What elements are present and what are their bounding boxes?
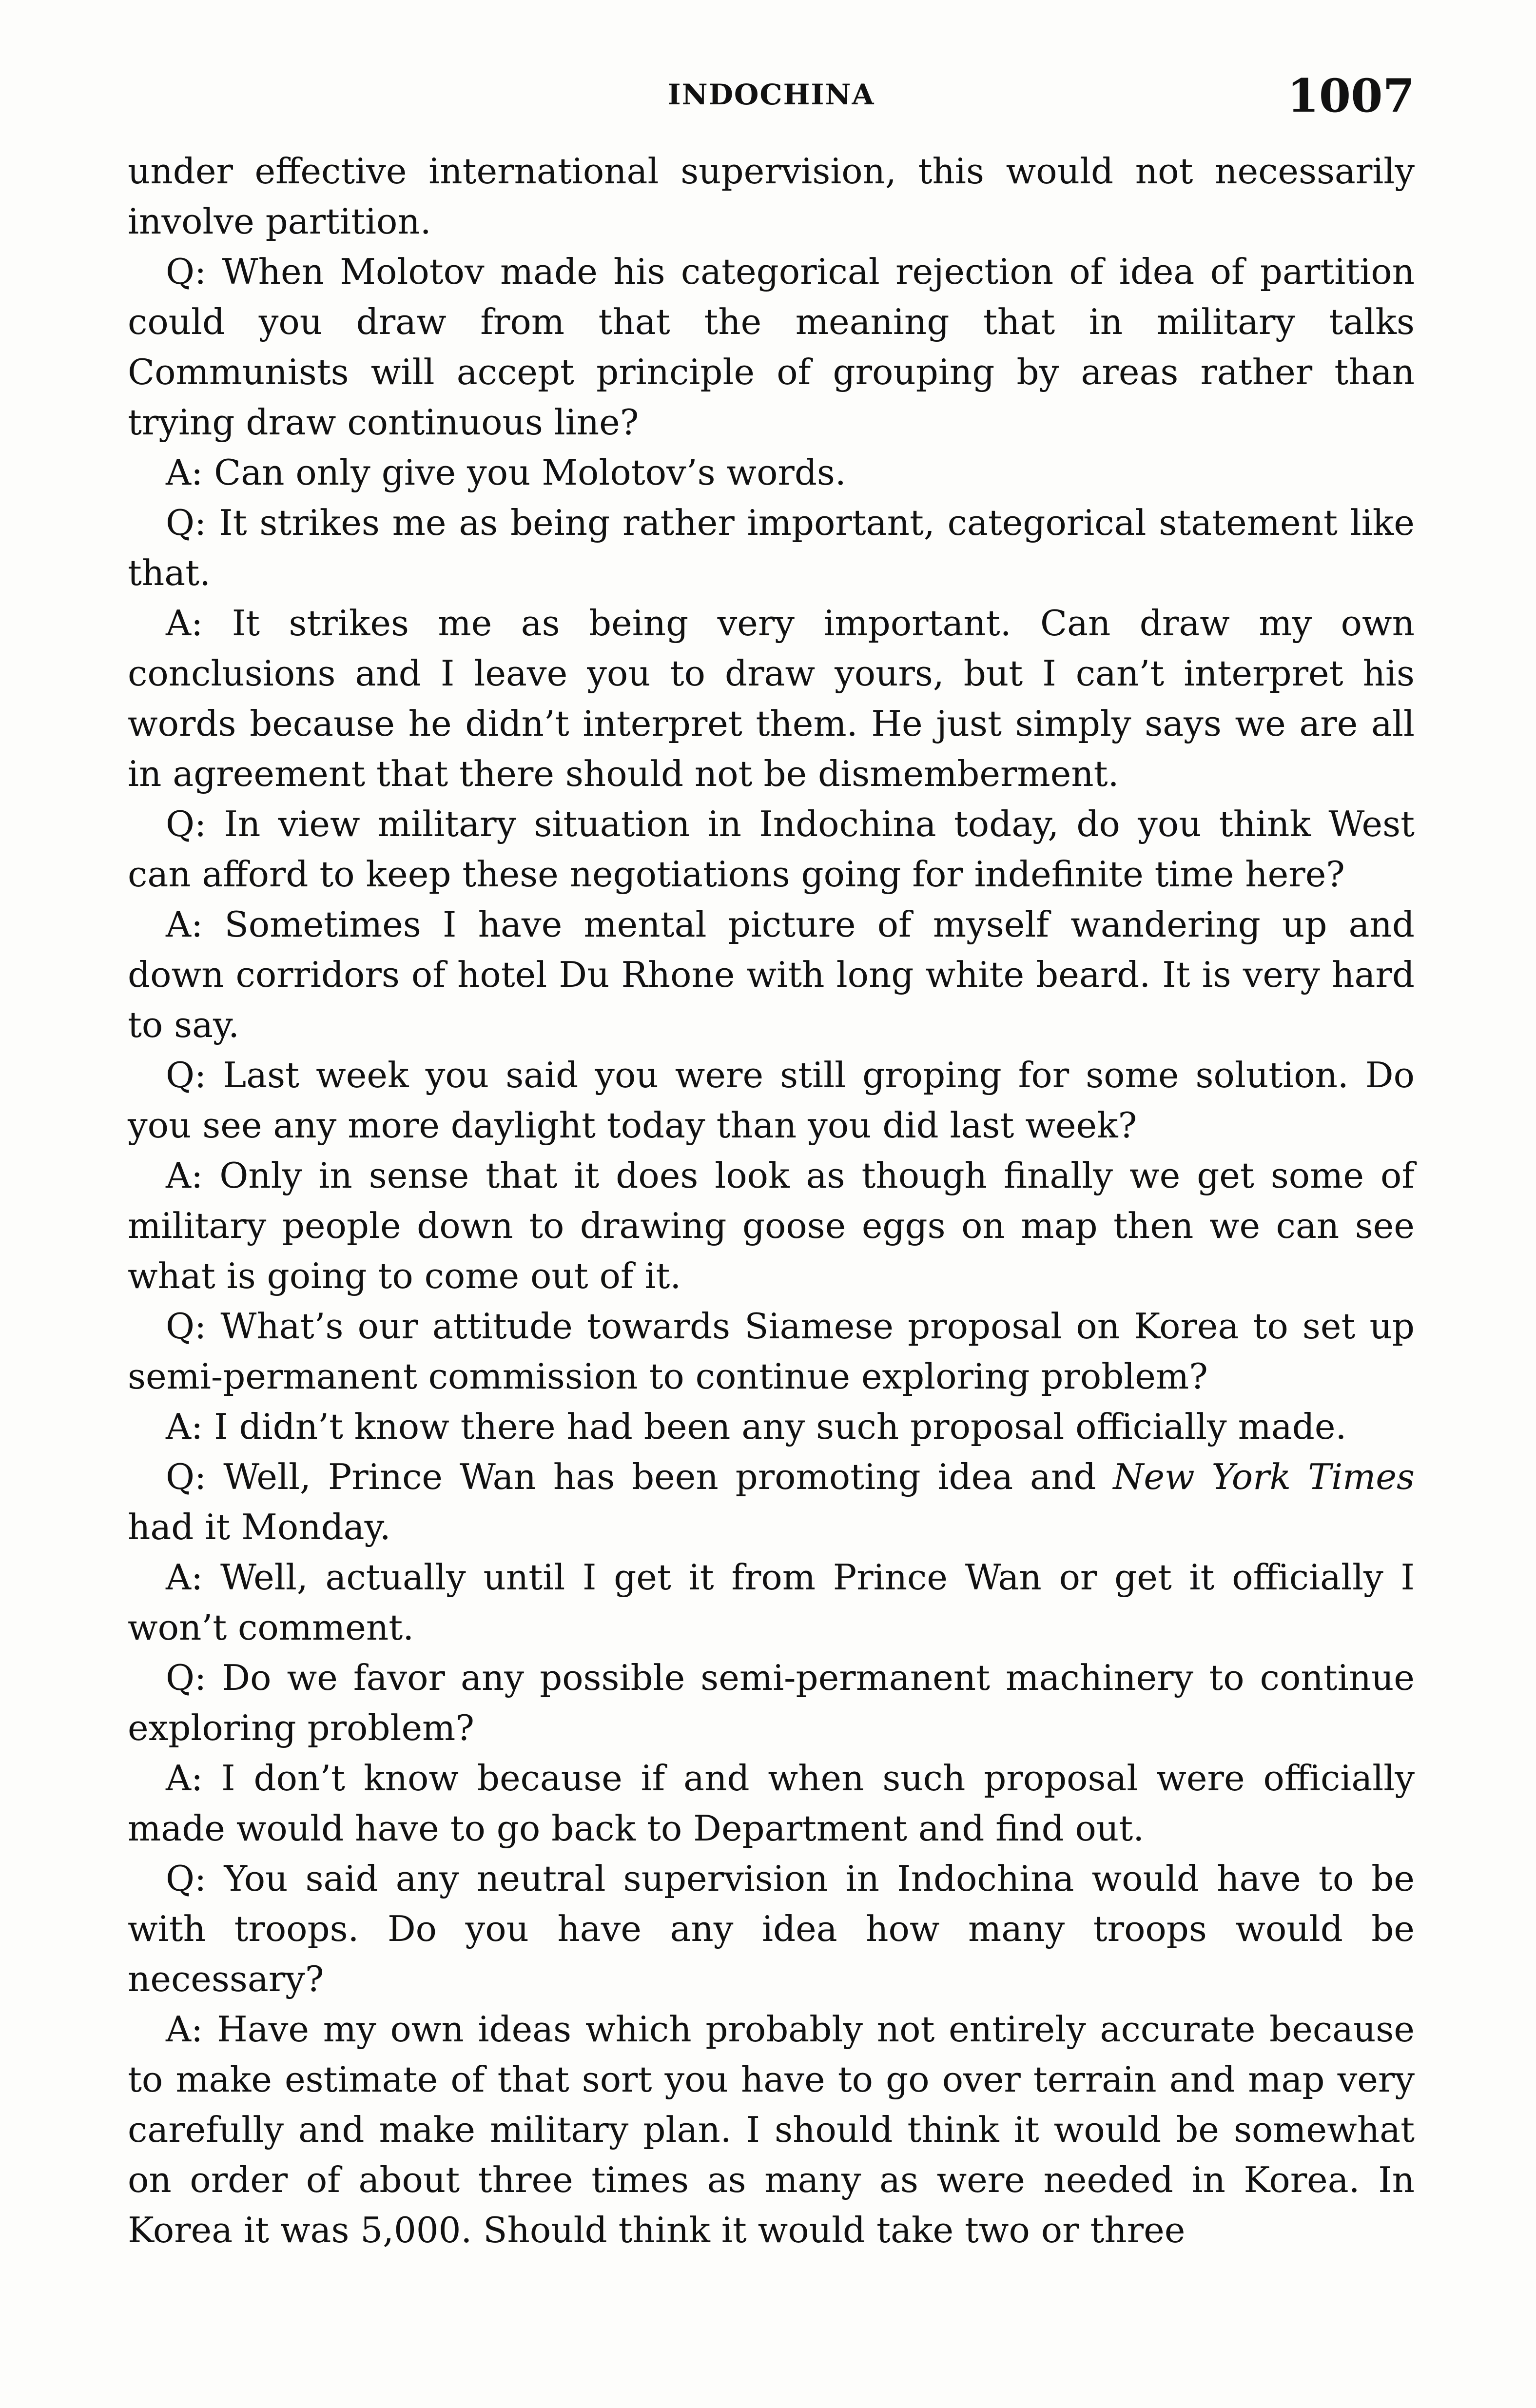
paragraph-text: You said any neutral supervision in Indochina would have to be with troops. Do you have any idea how many troops would be necessary? (128, 1858, 1415, 1999)
speaker-label: Q: (166, 1306, 207, 1347)
paragraph-text: Can only give you Molotov’s words. (214, 452, 846, 493)
paragraph-text: Sometimes I have mental picture of myself wandering up and down corridors of hotel Du Rhone with long white beard. It is very hard to say. (128, 904, 1415, 1045)
question-paragraph (128, 1301, 1415, 1402)
answer-paragraph (128, 598, 1415, 799)
paragraph-text: Well, actually until I get it from Prince Wan or get it officially I won’t comment. (128, 1557, 1415, 1648)
speaker-label: Q: (166, 803, 207, 844)
paragraph-text: Last week you said you were still groping for some solution. Do you see any more daylight today than you did last week? (128, 1055, 1415, 1146)
running-title: INDOCHINA (667, 78, 875, 111)
speaker-label: A: (166, 1406, 203, 1447)
paragraph-text: had it Monday. (128, 1507, 391, 1547)
answer-paragraph (128, 900, 1415, 1050)
answer-paragraph (128, 1753, 1415, 1854)
paragraph-text: Do we favor any possible semi-permanent machinery to continue exploring problem? (128, 1657, 1415, 1748)
answer-paragraph (128, 1402, 1415, 1452)
speaker-label: Q: (166, 1858, 207, 1899)
speaker-label: Q: (166, 1055, 207, 1096)
speaker-label: Q: (166, 502, 207, 543)
answer-paragraph (128, 1151, 1415, 1301)
paragraph-text: under effective international supervision, this would not necessarily involve partition. (128, 151, 1415, 242)
answer-paragraph (128, 1552, 1415, 1653)
answer-paragraph (128, 448, 1415, 498)
paragraph-text: Only in sense that it does look as though finally we get some of military people down to drawing goose eggs on map then we can see what is going to come out of it. (128, 1155, 1415, 1296)
speaker-label: Q: (166, 1456, 207, 1497)
speaker-label: Q: (166, 1657, 207, 1698)
question-paragraph (128, 1653, 1415, 1753)
question-paragraph (128, 1452, 1415, 1552)
paragraph-text: When Molotov made his categorical rejection of idea of partition could you draw from that the meaning that in military talks Communists will accept principle of grouping by areas rather than trying draw continuous line? (128, 251, 1415, 443)
paragraph-text: What’s our attitude towards Siamese proposal on Korea to set up semi-permanent commission to continue exploring problem? (128, 1306, 1415, 1397)
paragraph-text: In view military situation in Indochina today, do you think West can afford to keep these negotiations going for indefinite time here? (128, 803, 1415, 895)
paragraph-continuation (128, 146, 1415, 247)
question-paragraph (128, 799, 1415, 900)
speaker-label: Q: (166, 251, 207, 292)
question-paragraph (128, 498, 1415, 598)
speaker-label: A: (166, 1758, 203, 1799)
speaker-label: A: (166, 603, 203, 644)
question-paragraph (128, 1050, 1415, 1151)
speaker-label: A: (166, 1155, 203, 1196)
paragraph-text: It strikes me as being very important. Can draw my own conclusions and I leave you to draw yours, but I can’t interpret his words because he didn’t interpret them. He just simply says we are all in agreement that there should not be dismemberment. (128, 603, 1415, 794)
speaker-label: A: (166, 904, 203, 945)
paragraph-text: It strikes me as being rather important, categorical statement like that. (128, 502, 1415, 593)
paragraph-text: I don’t know because if and when such proposal were officially made would have to go back to Department and find out. (128, 1758, 1415, 1849)
speaker-label: A: (166, 452, 203, 493)
paragraph-text: I didn’t know there had been any such proposal officially made. (214, 1406, 1347, 1447)
speaker-label: A: (166, 1557, 203, 1598)
running-head (128, 69, 1415, 132)
newspaper-title: New York Times (1113, 1456, 1415, 1497)
paragraph-text: Well, Prince Wan has been promoting idea and (223, 1456, 1113, 1497)
body-text (128, 146, 1415, 2255)
question-paragraph (128, 247, 1415, 448)
page-number: 1007 (1287, 69, 1415, 123)
paragraph-text: Have my own ideas which probably not entirely accurate because to make estimate of that sort you have to go over terrain and map very carefully and make military plan. I should think it would be somewhat on order of about three times as many as were needed in Korea. In Korea it was 5,000. Should think it would take two or three (128, 2009, 1415, 2251)
answer-paragraph (128, 2004, 1415, 2255)
speaker-label: A: (166, 2009, 203, 2050)
question-paragraph (128, 1854, 1415, 2004)
